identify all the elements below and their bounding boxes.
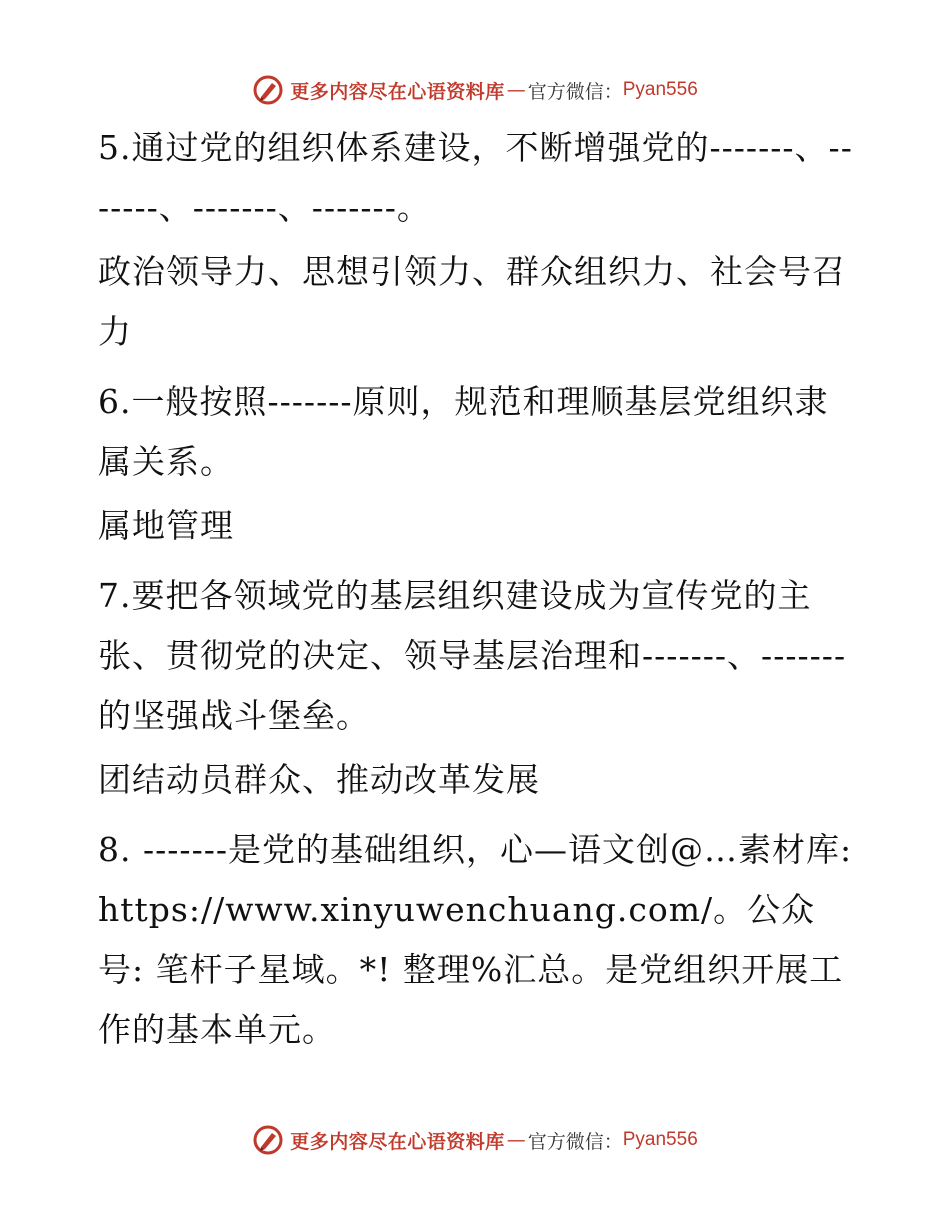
- question-6: 6.一般按照-------原则，规范和理顺基层党组织隶属关系。: [98, 382, 829, 481]
- pen-circle-logo-icon: [252, 74, 284, 106]
- question-8: 8. -------是党的基础组织，心—语文创@…素材库: https://www.xinyuwenchuang.com/。公众号: 笔杆子星域。*! 整理%汇总。是党组织开展工作的基本单元。: [98, 830, 853, 1049]
- banner-wechat-id: Pyan556: [622, 79, 698, 100]
- footer-banner: [0, 1120, 950, 1160]
- question-7: 7.要把各领域党的基层组织建设成为宣传党的主张、贯彻党的决定、领导基层治理和-------、-------的坚强战斗堡垒。: [98, 576, 847, 735]
- banner-main-text: 更多内容尽在心语资料库: [290, 80, 505, 103]
- pen-circle-logo-icon: [252, 1124, 284, 1156]
- banner-official-label: 官方微信：: [527, 1130, 623, 1153]
- banner-separator: —: [506, 1129, 526, 1151]
- answer-5: 政治领导力、思想引领力、群众组织力、社会号召力: [98, 252, 846, 351]
- header-banner: [0, 70, 950, 110]
- answer-7: 团结动员群众、推动改革发展: [98, 760, 540, 799]
- banner-separator: —: [506, 79, 526, 101]
- banner-wechat-id: Pyan556: [622, 1129, 698, 1150]
- question-5: 5.通过党的组织体系建设，不断增强党的-------、-------、-------、-------。: [98, 128, 853, 227]
- document-body: [98, 118, 858, 1060]
- banner-official-label: 官方微信：: [527, 80, 623, 103]
- banner-main-text: 更多内容尽在心语资料库: [290, 1130, 505, 1153]
- answer-6: 属地管理: [98, 506, 234, 545]
